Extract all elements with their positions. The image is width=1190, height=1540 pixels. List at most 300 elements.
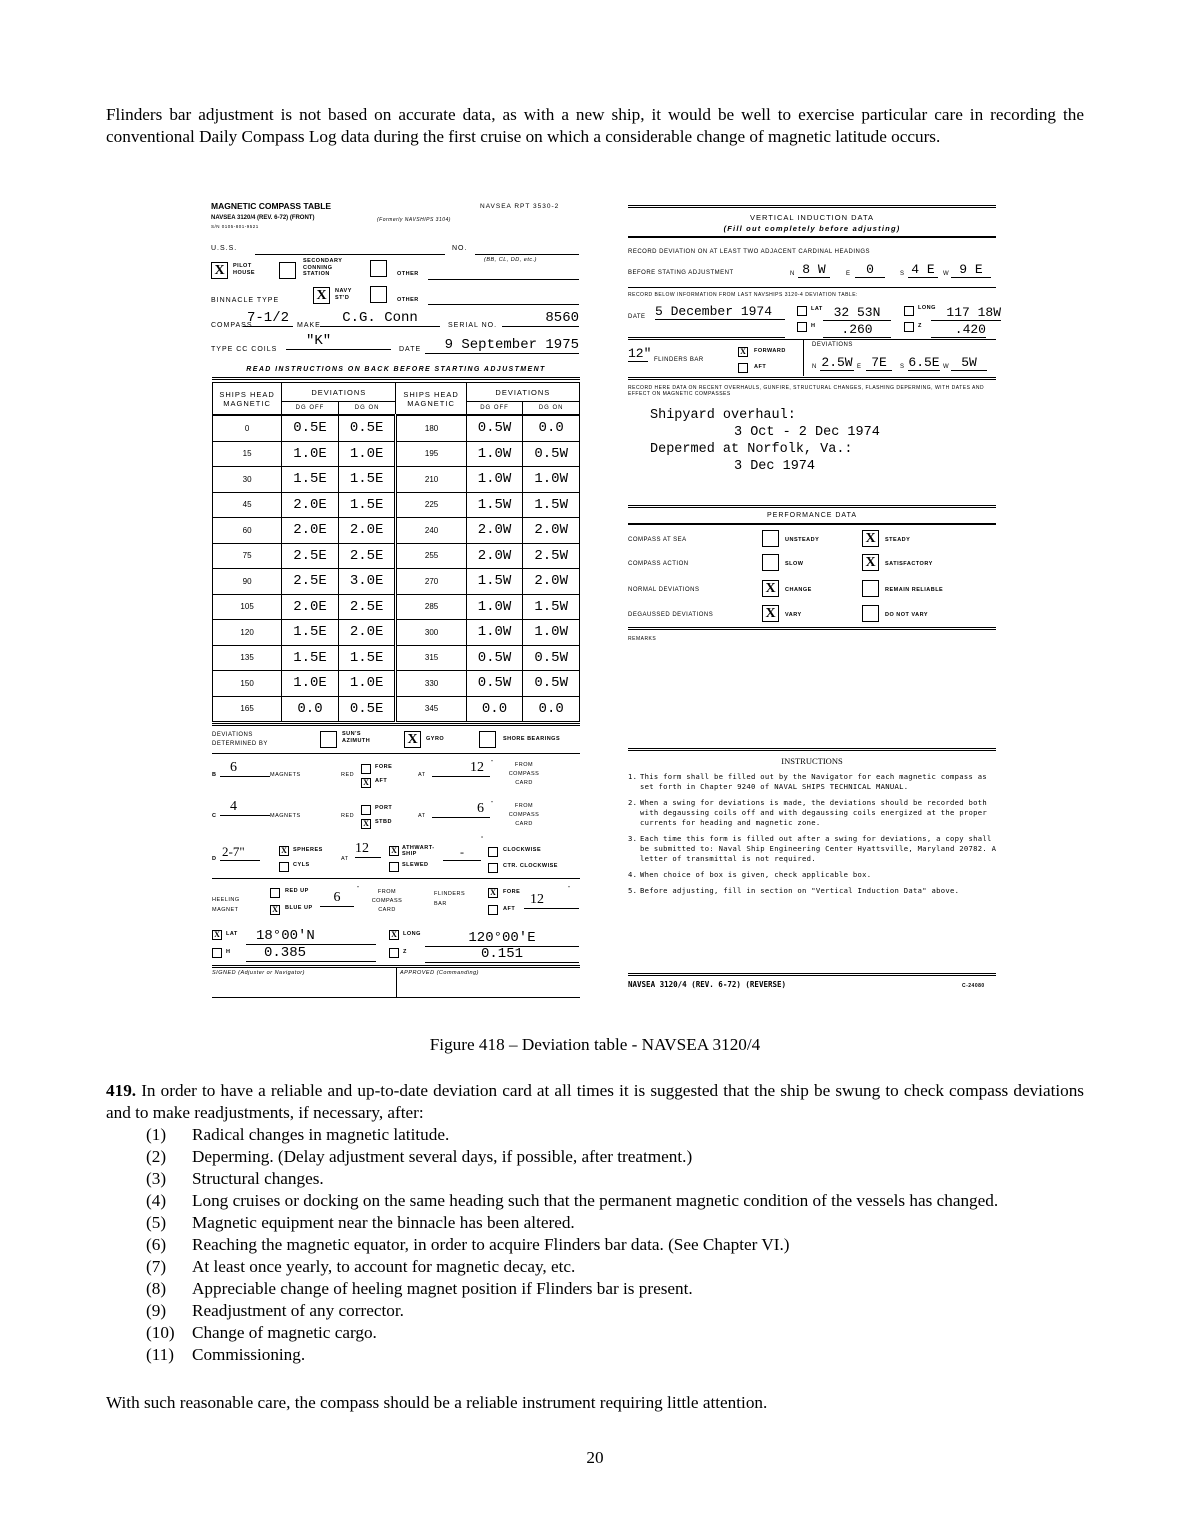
dg-on-cell[interactable]: 0.0 xyxy=(523,415,580,441)
spheres-checkbox[interactable]: X xyxy=(279,846,289,856)
front-z-label: Z xyxy=(403,949,407,955)
flinders-field[interactable]: 12 xyxy=(524,892,579,909)
heading-cell: 165 xyxy=(213,696,282,722)
instruction-item xyxy=(628,870,998,880)
rev-h-checkbox[interactable] xyxy=(797,322,807,332)
dg-off-cell[interactable]: 0.5W xyxy=(466,671,523,697)
heading-cell: 135 xyxy=(213,645,282,671)
deviation-field[interactable]: 5W xyxy=(951,355,987,371)
slewed-checkbox[interactable] xyxy=(389,862,399,872)
col-dg-off-2: DG OFF xyxy=(466,402,523,416)
make-field[interactable]: C.G. Conn xyxy=(320,310,440,327)
col-deviations-1: DEVIATIONS xyxy=(282,383,396,402)
dg-on-cell[interactable]: 2.5E xyxy=(338,594,396,620)
table-row xyxy=(213,518,580,544)
front-date-label: DATE xyxy=(399,346,422,353)
front-h-field[interactable]: 0.385 xyxy=(246,945,376,962)
no-field[interactable] xyxy=(475,254,579,255)
dg-off-cell[interactable]: 1.0W xyxy=(466,620,523,646)
front-date-field[interactable]: 9 September 1975 xyxy=(425,337,579,354)
signed-label: SIGNED (Adjuster or Navigator) xyxy=(212,970,305,976)
dg-on-cell[interactable]: 1.5E xyxy=(338,467,396,493)
list-item-text: Structural changes. xyxy=(192,1169,324,1188)
heading-cell: 270 xyxy=(396,569,466,595)
no-label: NO. xyxy=(452,245,468,252)
binnacle-other-checkbox[interactable] xyxy=(370,286,387,303)
heeling-field[interactable]: 6 xyxy=(320,890,354,907)
heading-cell: 345 xyxy=(396,696,466,722)
performance-option-checkbox[interactable]: X xyxy=(762,580,779,597)
signed-field[interactable] xyxy=(212,980,392,994)
performance-label: DEGAUSSED DEVIATIONS xyxy=(628,612,714,618)
c-stbd-label: STBD xyxy=(375,819,392,825)
front-z-checkbox[interactable] xyxy=(389,948,399,958)
blue-up-checkbox[interactable]: X xyxy=(270,905,280,915)
instruction-text: This form shall be filled out by the Navigator for each magnetic compass as set forth in Chapter 9240 of NAVAL SHIPS TECHNICAL MANUAL. xyxy=(640,772,988,791)
list-item-text: Appreciable change of heeling magnet position if Flinders bar is present. xyxy=(192,1279,693,1298)
uss-field[interactable] xyxy=(255,254,445,255)
slew-degrees-field[interactable]: - xyxy=(443,845,481,861)
uss-label: U.S.S. xyxy=(211,245,238,252)
reverse-footer-form: NAVSEA 3120/4 (REV. 6-72) (REVERSE) xyxy=(628,980,787,989)
flinders-unit: " xyxy=(568,886,571,892)
section-paragraph xyxy=(106,1080,1084,1124)
performance-option-label: DO NOT VARY xyxy=(885,612,929,618)
b-red-label: RED xyxy=(341,772,355,778)
heading-cell: 0 xyxy=(213,415,282,441)
location-other-field[interactable] xyxy=(428,279,579,280)
col-deviations-2: DEVIATIONS xyxy=(466,383,579,402)
table-row xyxy=(213,441,580,467)
remarks-field[interactable] xyxy=(628,645,996,745)
table-row xyxy=(213,415,580,441)
list-item-text: Radical changes in magnetic latitude. xyxy=(192,1125,450,1144)
approved-field[interactable] xyxy=(400,980,578,994)
rev-aft-label: AFT xyxy=(754,364,767,370)
list-item-text: Change of magnetic cargo. xyxy=(192,1323,377,1342)
approved-label: APPROVED (Commanding) xyxy=(400,970,479,976)
c-at-field[interactable]: 6 xyxy=(432,801,490,818)
c-red-label: RED xyxy=(341,813,355,819)
dg-on-cell[interactable]: 0.5W xyxy=(523,671,580,697)
record-line1: RECORD DEVIATION ON AT LEAST TWO ADJACENT CARDINAL HEADINGS xyxy=(628,249,870,255)
c-field[interactable]: 4 xyxy=(220,799,270,816)
list-item-number: (9) xyxy=(146,1301,167,1320)
secondary-conning-label: SECONDARY CONNING STATION xyxy=(303,258,343,277)
rev-z-field[interactable]: .420 xyxy=(931,322,986,338)
flinders-fore-checkbox[interactable]: X xyxy=(488,888,498,898)
figure-caption: Figure 418 – Deviation table - NAVSEA 3120/4 xyxy=(429,1035,761,1054)
b-at-label: AT xyxy=(418,772,426,778)
instruction-text: When a swing for deviations is made, the deviations should be recorded both with degaussing coils off and with degaussing coils energized at the proper currents for heading and magnetic zone. xyxy=(640,798,988,827)
dg-off-cell[interactable]: 1.0W xyxy=(466,594,523,620)
table-row xyxy=(213,492,580,518)
heading-cell: 75 xyxy=(213,543,282,569)
rev-long-checkbox[interactable] xyxy=(904,306,914,316)
col-dg-on-1: DG ON xyxy=(338,402,396,416)
dg-on-cell[interactable]: 0.5E xyxy=(338,415,396,441)
table-row xyxy=(213,671,580,697)
compass-label: COMPASS xyxy=(211,322,253,329)
rev-long-label: LONG xyxy=(918,305,936,311)
dg-on-cell[interactable]: 0.0 xyxy=(523,696,580,722)
dg-off-cell[interactable]: 1.5W xyxy=(466,492,523,518)
suns-azimuth-checkbox[interactable] xyxy=(320,731,337,748)
cyls-label: CYLS xyxy=(293,862,310,868)
form-stock-no: S/N 0105-801-9521 xyxy=(211,224,259,229)
table-row xyxy=(213,543,580,569)
dg-off-cell[interactable]: 2.5E xyxy=(282,569,339,595)
performance-option-checkbox[interactable]: X xyxy=(862,530,879,547)
heading-cell: 330 xyxy=(396,671,466,697)
performance-option-checkbox[interactable] xyxy=(862,580,879,597)
instruction-text: When choice of box is given, check applicable box. xyxy=(640,870,872,879)
list-item xyxy=(146,1300,1086,1322)
athwartship-checkbox[interactable]: X xyxy=(389,846,399,856)
list-item-text: Magnetic equipment near the binnacle has been altered. xyxy=(192,1213,575,1232)
performance-option-label: UNSTEADY xyxy=(785,537,820,543)
instruction-text: Each time this form is filled out after a swing for deviations, a copy shall be submitted to: Naval Ship Engineering Center Hyattsville, Maryland 20782. A letter of transmittal is not required. xyxy=(640,834,997,863)
deviation-label: S xyxy=(900,364,905,370)
dg-on-cell[interactable]: 1.0E xyxy=(338,671,396,697)
front-lat-field[interactable]: 18°00'N xyxy=(246,928,376,945)
rev-date-field[interactable]: 5 December 1974 xyxy=(655,304,785,320)
slew-degree-unit: ° xyxy=(481,836,484,842)
cardinal-label: W xyxy=(943,271,950,277)
dg-on-cell[interactable]: 1.5W xyxy=(523,492,580,518)
list-item-text: Commissioning. xyxy=(192,1345,306,1364)
dg-off-cell[interactable]: 2.0E xyxy=(282,594,339,620)
rev-z-checkbox[interactable] xyxy=(904,322,914,332)
flinders-aft-checkbox[interactable] xyxy=(488,905,498,915)
heading-cell: 60 xyxy=(213,518,282,544)
performance-title: PERFORMANCE DATA xyxy=(766,512,858,519)
deviation-label: N xyxy=(812,364,817,370)
dg-off-cell[interactable]: 0.5W xyxy=(466,415,523,441)
list-item-text: At least once yearly, to account for magnetic decay, etc. xyxy=(192,1257,576,1276)
cardinal-field[interactable]: 8 W xyxy=(798,262,830,278)
performance-option-checkbox[interactable]: X xyxy=(862,554,879,571)
rev-h-label: H xyxy=(811,323,816,329)
list-item xyxy=(146,1256,1086,1278)
front-z-field[interactable]: 0.151 xyxy=(425,946,579,963)
rev-forward-label: FORWARD xyxy=(754,348,786,354)
record-line2: BEFORE STATING ADJUSTMENT xyxy=(628,270,734,276)
dg-on-cell[interactable]: 2.0W xyxy=(523,518,580,544)
gyro-checkbox[interactable]: X xyxy=(404,731,421,748)
heeling-from-label: FROM COMPASS CARD xyxy=(371,889,403,913)
gyro-label: GYRO xyxy=(426,736,445,742)
deviation-field[interactable]: 6.5E xyxy=(908,355,940,370)
heading-cell: 255 xyxy=(396,543,466,569)
dg-on-cell[interactable]: 0.5W xyxy=(523,645,580,671)
dg-off-cell[interactable]: 1.0W xyxy=(466,441,523,467)
blue-up-label: BLUE UP xyxy=(285,905,313,911)
note-line: Shipyard overhaul: xyxy=(650,408,796,423)
performance-option-label: SLOW xyxy=(785,561,804,567)
note-line: Depermed at Norfolk, Va.: xyxy=(650,442,853,457)
form-title: MAGNETIC COMPASS TABLE xyxy=(211,201,332,211)
dg-on-cell[interactable]: 1.5E xyxy=(338,645,396,671)
dg-off-cell[interactable]: 2.0W xyxy=(466,518,523,544)
b-label: B xyxy=(212,772,217,778)
rev-z-label: Z xyxy=(918,323,922,329)
pilot-house-checkbox[interactable]: X xyxy=(211,262,228,279)
deviation-label: W xyxy=(943,364,950,370)
remarks-label: REMARKS xyxy=(628,636,657,642)
dg-off-cell[interactable]: 1.0E xyxy=(282,441,339,467)
performance-label: COMPASS AT SEA xyxy=(628,537,687,543)
heeling-magnet-label: HEELING MAGNET xyxy=(212,897,240,913)
dg-on-cell[interactable]: 2.0E xyxy=(338,620,396,646)
rev-h-field[interactable]: .260 xyxy=(823,322,891,338)
performance-option-checkbox[interactable]: X xyxy=(762,605,779,622)
rev-flinders-label: FLINDERS BAR xyxy=(654,357,704,363)
front-long-field[interactable]: 120°00'E xyxy=(425,930,579,947)
heeling-unit: " xyxy=(357,886,360,892)
deviation-field[interactable]: 7E xyxy=(866,355,892,371)
list-item xyxy=(146,1212,1086,1234)
flinders-fore-label: FORE xyxy=(503,889,521,895)
list-item xyxy=(146,1168,1086,1190)
red-up-checkbox[interactable] xyxy=(270,888,280,898)
list-item xyxy=(146,1344,1086,1366)
list-item xyxy=(146,1146,1086,1168)
shore-bearings-label: SHORE BEARINGS xyxy=(503,736,561,742)
heading-cell: 105 xyxy=(213,594,282,620)
c-unit: " xyxy=(491,801,494,807)
rev-forward-checkbox[interactable]: X xyxy=(738,347,748,357)
closing-paragraph: With such reasonable care, the compass should be a reliable instrument requiring little attention. xyxy=(106,1393,768,1412)
pilot-house-label: PILOT HOUSE xyxy=(233,263,256,276)
dg-off-cell[interactable]: 1.0W xyxy=(466,467,523,493)
b-fore-label: FORE xyxy=(375,764,393,770)
binnacle-other-label: OTHER xyxy=(397,297,419,303)
binnacle-other-field[interactable] xyxy=(428,304,579,305)
heading-cell: 210 xyxy=(396,467,466,493)
rev-long-field[interactable]: 117 18W xyxy=(931,305,1001,321)
binnacle-label: BINNACLE TYPE xyxy=(211,297,280,304)
dg-off-cell[interactable]: 1.5W xyxy=(466,569,523,595)
d-at-field[interactable]: 12 xyxy=(355,841,381,858)
rev-lat-label: LAT xyxy=(811,306,823,312)
spheres-label: SPHERES xyxy=(293,847,323,853)
dg-on-cell[interactable]: 2.5W xyxy=(523,543,580,569)
table-row xyxy=(213,645,580,671)
instruction-item xyxy=(628,798,998,828)
dg-off-cell[interactable]: 0.0 xyxy=(282,696,339,722)
deviation-label: E xyxy=(857,364,862,370)
reverse-footer-code: C-24080 xyxy=(962,983,985,989)
dg-off-cell[interactable]: 1.5E xyxy=(282,620,339,646)
front-h-label: H xyxy=(226,949,231,955)
col-dg-off-1: DG OFF xyxy=(282,402,339,416)
dg-off-cell[interactable]: 0.5E xyxy=(282,415,339,441)
rev-lat-checkbox[interactable] xyxy=(797,306,807,316)
section-text: In order to have a reliable and up-to-date deviation card at all times it is suggested that the ship be swung to check compass deviations and to make readjustments, if necessary, after: xyxy=(106,1081,1084,1122)
rev-lat-field[interactable]: 32 53N xyxy=(823,305,891,321)
heading-cell: 30 xyxy=(213,467,282,493)
red-up-label: RED UP xyxy=(285,888,309,894)
instruction-number: 5. xyxy=(628,886,638,895)
section-number: 419. xyxy=(106,1081,137,1100)
coils-field[interactable]: "K" xyxy=(286,333,391,350)
list-item-number: (4) xyxy=(146,1191,167,1210)
ctr-clockwise-checkbox[interactable] xyxy=(488,863,498,873)
cardinal-field[interactable]: 0 xyxy=(855,262,885,278)
dg-on-cell[interactable]: 1.0W xyxy=(523,620,580,646)
dg-on-cell[interactable]: 2.0W xyxy=(523,569,580,595)
list-item xyxy=(146,1190,1086,1212)
b-aft-label: AFT xyxy=(375,778,388,784)
dg-off-cell[interactable]: 2.0E xyxy=(282,518,339,544)
list-item xyxy=(146,1278,1086,1300)
dg-on-cell[interactable]: 1.5W xyxy=(523,594,580,620)
shore-bearings-checkbox[interactable] xyxy=(479,731,496,748)
c-from-label: FROM COMPASS CARD xyxy=(508,803,540,827)
col-dg-on-2: DG ON xyxy=(523,402,580,416)
serial-label: SERIAL NO. xyxy=(448,322,498,329)
list-item-number: (1) xyxy=(146,1125,167,1144)
list-item-number: (11) xyxy=(146,1345,174,1364)
dg-on-cell[interactable]: 1.0W xyxy=(523,467,580,493)
rev-date-underline xyxy=(628,337,785,338)
table-row xyxy=(213,696,580,722)
performance-option-label: VARY xyxy=(785,612,802,618)
list-item-text: Reaching the magnetic equator, in order to acquire Flinders bar data. (See Chapter VI.) xyxy=(192,1235,790,1254)
flinders-aft-label: AFT xyxy=(503,906,516,912)
table-row xyxy=(213,594,580,620)
dg-off-cell[interactable]: 2.0E xyxy=(282,492,339,518)
c-stbd-checkbox[interactable]: X xyxy=(361,819,371,829)
dg-on-cell[interactable]: 3.0E xyxy=(338,569,396,595)
rev-flinders-field[interactable]: 12" xyxy=(628,346,652,361)
front-lat-checkbox[interactable]: X xyxy=(212,930,222,940)
cardinal-label: N xyxy=(790,271,795,277)
list-item xyxy=(146,1234,1086,1256)
overhaul-notes[interactable] xyxy=(650,407,880,475)
col-ships-head-2: SHIPS HEAD MAGNETIC xyxy=(396,383,466,416)
list-item-text: Deperming. (Delay adjustment several days, if possible, after treatment.) xyxy=(192,1147,693,1166)
secondary-conning-checkbox[interactable] xyxy=(279,262,296,279)
c-port-checkbox[interactable] xyxy=(361,805,371,815)
b-aft-checkbox[interactable]: X xyxy=(361,778,371,788)
record-here-label: RECORD HERE DATA ON RECENT OVERHAULS, GUNFIRE, STRUCTURAL CHANGES, FLASHING DEPERMING, WITH DATES AND EFFECT ON MAGNETIC COMPASSES xyxy=(628,385,985,397)
cardinal-field[interactable]: 9 E xyxy=(951,262,991,278)
vid-title: VERTICAL INDUCTION DATA xyxy=(750,213,874,222)
cardinal-label: S xyxy=(900,271,905,277)
clockwise-checkbox[interactable] xyxy=(488,847,498,857)
performance-option-label: SATISFACTORY xyxy=(885,561,933,567)
b-from-label: FROM COMPASS CARD xyxy=(508,762,540,786)
d-label: D xyxy=(212,856,217,862)
dg-on-cell[interactable]: 0.5E xyxy=(338,696,396,722)
dg-off-cell[interactable]: 2.5E xyxy=(282,543,339,569)
navy-std-label: NAVY ST'D xyxy=(335,288,352,301)
record-below: RECORD BELOW INFORMATION FROM LAST NAVSHIPS 3120-4 DEVIATION TABLE: xyxy=(628,292,858,298)
determined-by-label: DEVIATIONS DETERMINED BY xyxy=(212,732,268,747)
dg-on-cell[interactable]: 2.5E xyxy=(338,543,396,569)
list-item-number: (2) xyxy=(146,1147,167,1166)
table-row xyxy=(213,620,580,646)
heading-cell: 180 xyxy=(396,415,466,441)
list-item-number: (8) xyxy=(146,1279,167,1298)
table-row xyxy=(213,569,580,595)
performance-option-label: STEADY xyxy=(885,537,911,543)
b-at-field[interactable]: 12 xyxy=(432,760,490,777)
dg-off-cell[interactable]: 0.0 xyxy=(466,696,523,722)
serial-field[interactable]: 8560 xyxy=(502,310,579,327)
b-fore-checkbox[interactable] xyxy=(361,764,371,774)
instruction-item xyxy=(628,772,998,792)
cyls-checkbox[interactable] xyxy=(279,862,289,872)
heading-cell: 150 xyxy=(213,671,282,697)
heading-cell: 15 xyxy=(213,441,282,467)
b-field[interactable]: 6 xyxy=(220,760,270,777)
b-magnets-label: MAGNETS xyxy=(270,772,301,778)
performance-option-checkbox[interactable] xyxy=(762,554,779,571)
dg-off-cell[interactable]: 2.0W xyxy=(466,543,523,569)
performance-option-checkbox[interactable] xyxy=(862,605,879,622)
location-other-checkbox[interactable] xyxy=(370,260,387,277)
flinders-bar-label: FLINDERS BAR xyxy=(434,891,466,907)
compass-field[interactable]: 7-1/2 xyxy=(243,310,293,327)
heading-cell: 45 xyxy=(213,492,282,518)
form-formerly: (Formerly NAVSHIPS 3104) xyxy=(377,217,451,223)
list-item xyxy=(146,1322,1086,1344)
slewed-label: SLEWED xyxy=(402,862,429,868)
dg-off-cell[interactable]: 1.5E xyxy=(282,645,339,671)
navy-std-checkbox[interactable]: X xyxy=(313,287,330,304)
deviation-field[interactable]: 2.5W xyxy=(821,355,853,370)
dg-off-cell[interactable]: 1.5E xyxy=(282,467,339,493)
front-h-checkbox[interactable] xyxy=(212,948,222,958)
front-long-checkbox[interactable]: X xyxy=(389,930,399,940)
cardinal-field[interactable]: 4 E xyxy=(908,262,938,278)
dg-off-cell[interactable]: 0.5W xyxy=(466,645,523,671)
dg-on-cell[interactable]: 1.0E xyxy=(338,441,396,467)
intro-paragraph: Flinders bar adjustment is not based on accurate data, as with a new ship, it would be well to exercise particular care in recording the conventional Daily Compass Log data during the first cruise on which a considerable change of magnetic latitude occurs. xyxy=(106,105,1084,146)
no-hint: (BB, CL, DD, etc.) xyxy=(484,257,538,263)
list-item-number: (7) xyxy=(146,1257,167,1276)
form-id: NAVSEA 3120/4 (REV. 6-72) (FRONT) xyxy=(211,215,315,221)
athwartship-label: ATHWART-SHIP xyxy=(402,845,435,857)
dg-on-cell[interactable]: 0.5W xyxy=(523,441,580,467)
rev-aft-checkbox[interactable] xyxy=(738,363,748,373)
d-field[interactable]: 2-7" xyxy=(220,844,260,861)
rev-deviations-label: DEVIATIONS xyxy=(812,342,853,348)
dg-on-cell[interactable]: 2.0E xyxy=(338,518,396,544)
note-line: 3 Oct - 2 Dec 1974 xyxy=(734,425,880,440)
heading-cell: 120 xyxy=(213,620,282,646)
instruction-number: 2. xyxy=(628,798,638,807)
make-label: MAKE xyxy=(297,322,321,329)
performance-option-checkbox[interactable] xyxy=(762,530,779,547)
page-number: 20 xyxy=(586,1448,604,1467)
list-item-number: (3) xyxy=(146,1169,167,1188)
dg-off-cell[interactable]: 1.0E xyxy=(282,671,339,697)
heading-cell: 315 xyxy=(396,645,466,671)
performance-option-label: CHANGE xyxy=(785,587,812,593)
note-line: 3 Dec 1974 xyxy=(734,459,816,474)
instructions-list xyxy=(628,772,998,902)
heading-cell: 240 xyxy=(396,518,466,544)
c-at-label: AT xyxy=(418,813,426,819)
list-item xyxy=(146,1124,1086,1146)
dg-on-cell[interactable]: 1.5E xyxy=(338,492,396,518)
vid-subtitle: (Fill out completely before adjusting) xyxy=(723,224,901,233)
d-at-label: AT xyxy=(341,856,349,862)
